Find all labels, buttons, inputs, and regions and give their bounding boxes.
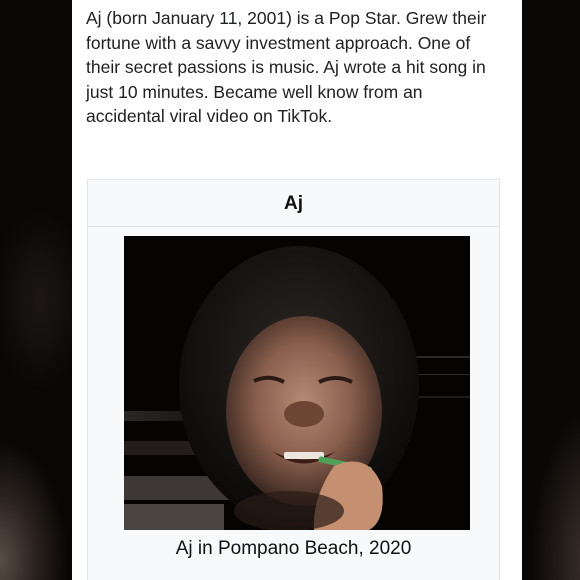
photo-caption: Aj in Pompano Beach, 2020 — [175, 538, 412, 559]
bio-paragraph: Aj (born January 11, 2001) is a Pop Star. Grew their fortune with a savvy investment approach. One of their secret passions is music. Aj wrote a hit song in just 10 minutes. Became well know from an accidental viral video on TikTok. — [86, 8, 487, 126]
portrait-image — [124, 236, 470, 530]
background-right — [522, 0, 580, 580]
infobox — [87, 179, 500, 580]
article-card — [72, 0, 522, 580]
portrait-photo[interactable] — [124, 236, 470, 530]
infobox-title: Aj — [88, 180, 499, 227]
background-left — [0, 0, 72, 580]
